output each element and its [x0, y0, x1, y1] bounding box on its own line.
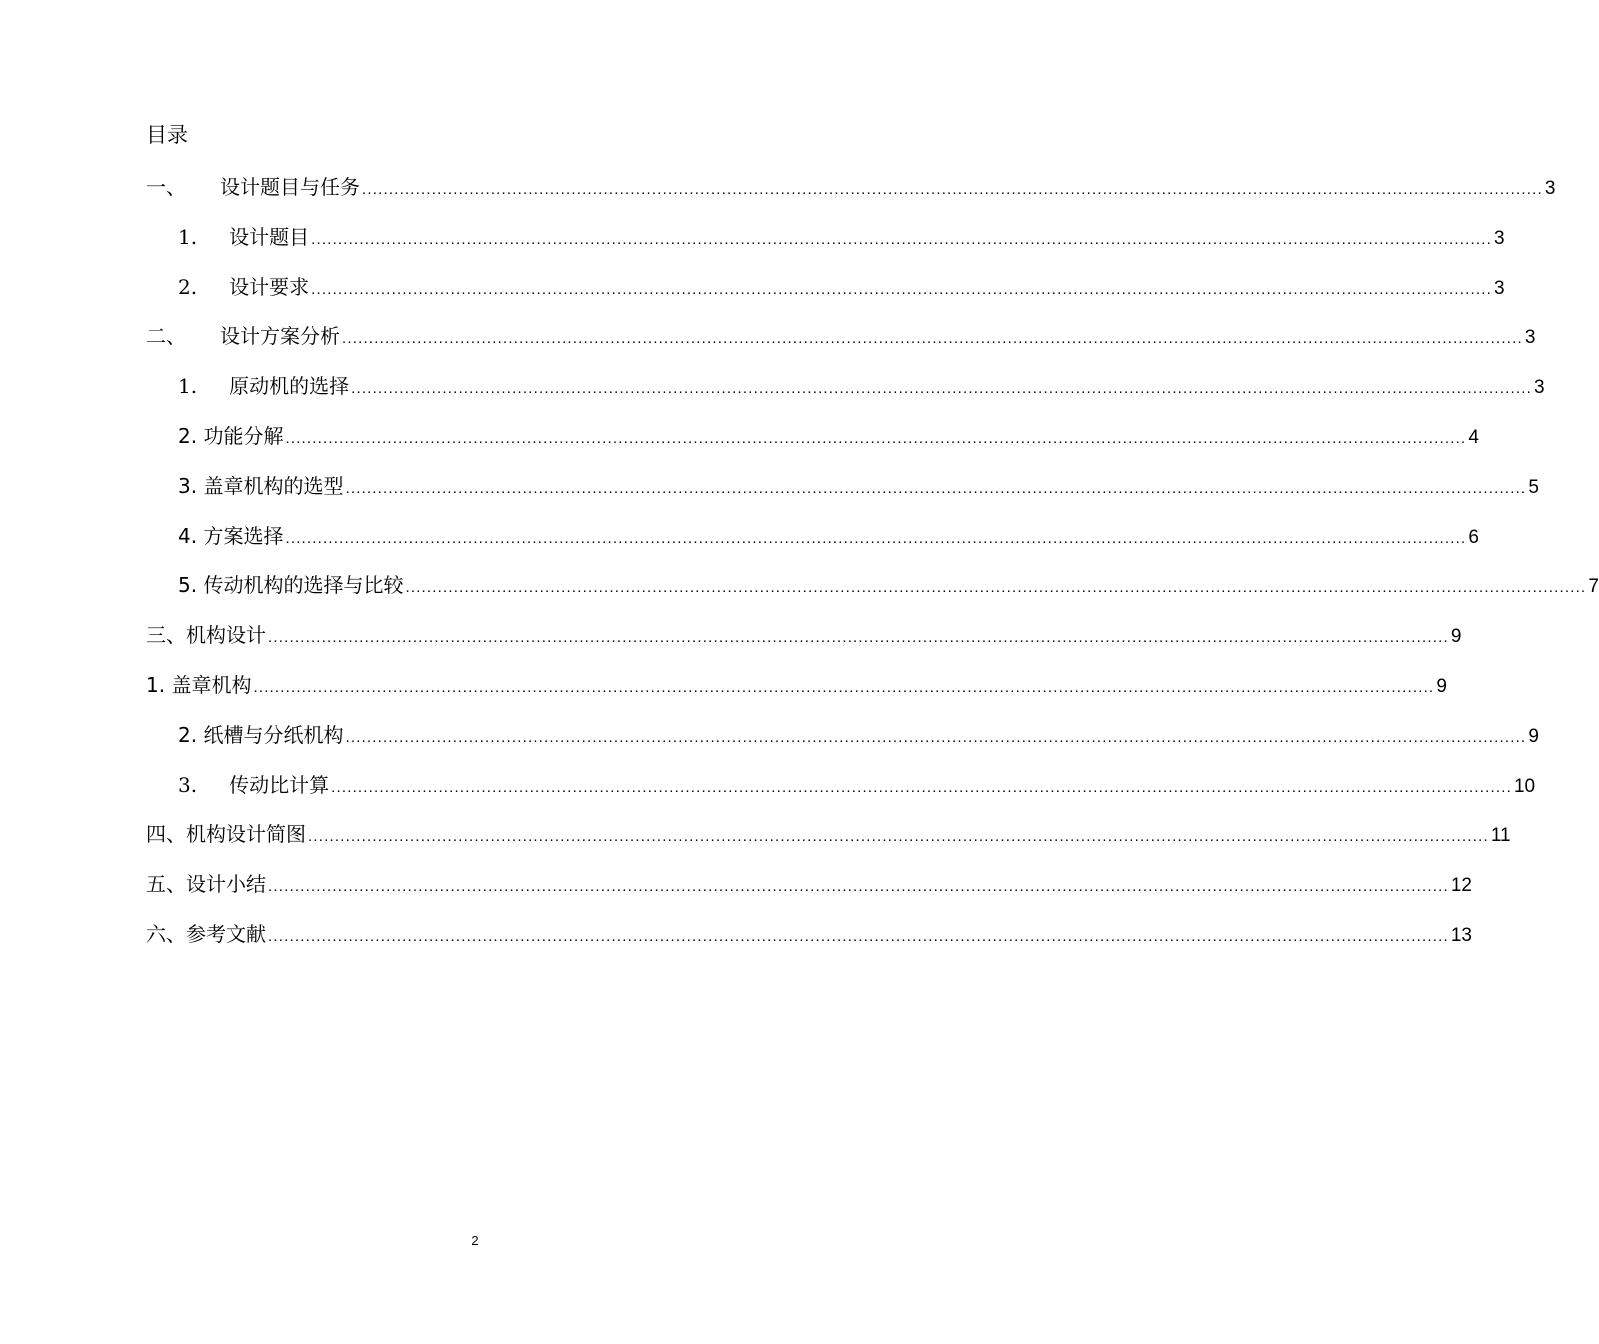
toc-entry[interactable]: [146, 869, 1472, 899]
toc-dot-leader: ............................................................................................................................................................................................................................: [253, 679, 1435, 696]
toc-entry-text: 设计题目与任务: [220, 175, 360, 199]
toc-entry[interactable]: [178, 471, 1539, 501]
toc-dot-leader: ............................................................................................................................................................................................................................: [351, 380, 1532, 398]
toc-entry-text: 设计方案分析: [220, 324, 340, 349]
toc-entry-page: 3: [1493, 277, 1505, 299]
toc-dot-leader: ............................................................................................................................................................................................................................: [405, 579, 1587, 597]
toc-entry-text: 参考文献: [186, 922, 266, 946]
toc-entry[interactable]: [178, 371, 1545, 401]
toc-entry-number: 五、: [146, 872, 186, 897]
toc-entry-text: 功能分解: [203, 424, 284, 448]
toc-entry[interactable]: [146, 919, 1472, 949]
toc-dot-leader: ............................................................................................................................................................................................................................: [268, 928, 1449, 945]
toc-entry-number: 3.: [178, 772, 198, 797]
toc-entry-number: 1.: [146, 673, 172, 697]
toc-entry-page: 12: [1450, 875, 1472, 897]
toc-entry-text: 机构设计简图: [186, 822, 306, 847]
toc-entry-text: 设计要求: [229, 274, 310, 299]
toc-entry-page: 3: [1493, 227, 1505, 249]
toc-entry[interactable]: [178, 720, 1539, 750]
toc-dot-leader: ............................................................................................................................................................................................................................: [342, 330, 1523, 348]
toc-entry-text: 机构设计: [186, 623, 266, 648]
toc-entry-number: 4.: [178, 523, 204, 548]
toc-entry-text: 纸槽与分纸机构: [203, 722, 344, 747]
toc-entry-page: 6: [1468, 526, 1479, 548]
toc-title: 目录: [146, 123, 188, 147]
toc-dot-leader: ............................................................................................................................................................................................................................: [331, 778, 1512, 796]
toc-dot-leader: ............................................................................................................................................................................................................................: [362, 181, 1543, 198]
toc-entry-page: 3: [1544, 178, 1556, 199]
toc-entry-page: 3: [1524, 327, 1536, 349]
toc-entry-number: 2.: [178, 274, 198, 299]
toc-entry-page: 11: [1490, 825, 1511, 847]
toc-entry[interactable]: [146, 620, 1462, 650]
toc-dot-leader: ............................................................................................................................................................................................................................: [311, 230, 1492, 248]
toc-entry[interactable]: [146, 172, 1556, 202]
toc-entry-page: 9: [1436, 676, 1447, 697]
toc-dot-leader: ............................................................................................................................................................................................................................: [268, 878, 1449, 896]
toc-entry-number: 一、: [146, 175, 186, 199]
toc-entry[interactable]: [178, 521, 1479, 551]
toc-entry-text: 传动机构的选择与比较: [203, 573, 404, 598]
toc-entry[interactable]: [178, 421, 1479, 451]
toc-entry-page: 7: [1588, 576, 1599, 598]
toc-entry-page: 4: [1468, 427, 1479, 448]
toc-dot-leader: ............................................................................................................................................................................................................................: [345, 479, 1527, 497]
toc-entry-page: 13: [1450, 925, 1472, 946]
toc-entry-text: 设计题目: [229, 224, 310, 249]
toc-dot-leader: ............................................................................................................................................................................................................................: [285, 430, 1467, 447]
toc-entry-page: 10: [1513, 775, 1536, 797]
toc-entry-number: 二、: [146, 324, 186, 349]
toc-dot-leader: ............................................................................................................................................................................................................................: [285, 529, 1467, 547]
toc-entry-text: 方案选择: [203, 523, 284, 548]
toc-entry-number: 六、: [146, 922, 186, 946]
toc-entry[interactable]: [146, 321, 1536, 351]
toc-entry[interactable]: [146, 819, 1511, 849]
page-number: 2: [471, 1233, 479, 1248]
toc-dot-leader: ............................................................................................................................................................................................................................: [311, 280, 1492, 298]
toc-entry[interactable]: [146, 670, 1447, 700]
toc-entry-page: 5: [1528, 476, 1539, 498]
toc-entry-number: 5.: [178, 573, 204, 598]
toc-entry[interactable]: [178, 222, 1505, 252]
toc-dot-leader: ............................................................................................................................................................................................................................: [268, 629, 1449, 647]
toc-entry-number: 2.: [178, 424, 204, 448]
toc-dot-leader: ............................................................................................................................................................................................................................: [345, 728, 1527, 746]
toc-entry-number: 3.: [178, 473, 204, 498]
toc-entry-text: 盖章机构的选型: [203, 473, 344, 498]
toc-entry-number: 三、: [146, 623, 186, 648]
toc-dot-leader: ............................................................................................................................................................................................................................: [308, 828, 1489, 846]
toc-entry-text: 传动比计算: [229, 772, 330, 797]
toc-entry-text: 原动机的选择: [229, 374, 350, 399]
toc-entry-page: 9: [1528, 725, 1539, 747]
toc-entry[interactable]: [178, 770, 1536, 800]
toc-entry-text: 设计小结: [186, 872, 266, 897]
toc-entry[interactable]: [178, 570, 1599, 600]
toc-entry-number: 1.: [178, 374, 198, 399]
toc-entry-number: 1.: [178, 224, 198, 249]
toc-entry-page: 9: [1450, 626, 1462, 648]
toc-entry-text: 盖章机构: [171, 673, 252, 697]
toc-entry-page: 3: [1533, 377, 1545, 399]
toc-entry-number: 四、: [146, 822, 186, 847]
toc-entry[interactable]: [178, 272, 1505, 302]
toc-entry-number: 2.: [178, 722, 204, 747]
